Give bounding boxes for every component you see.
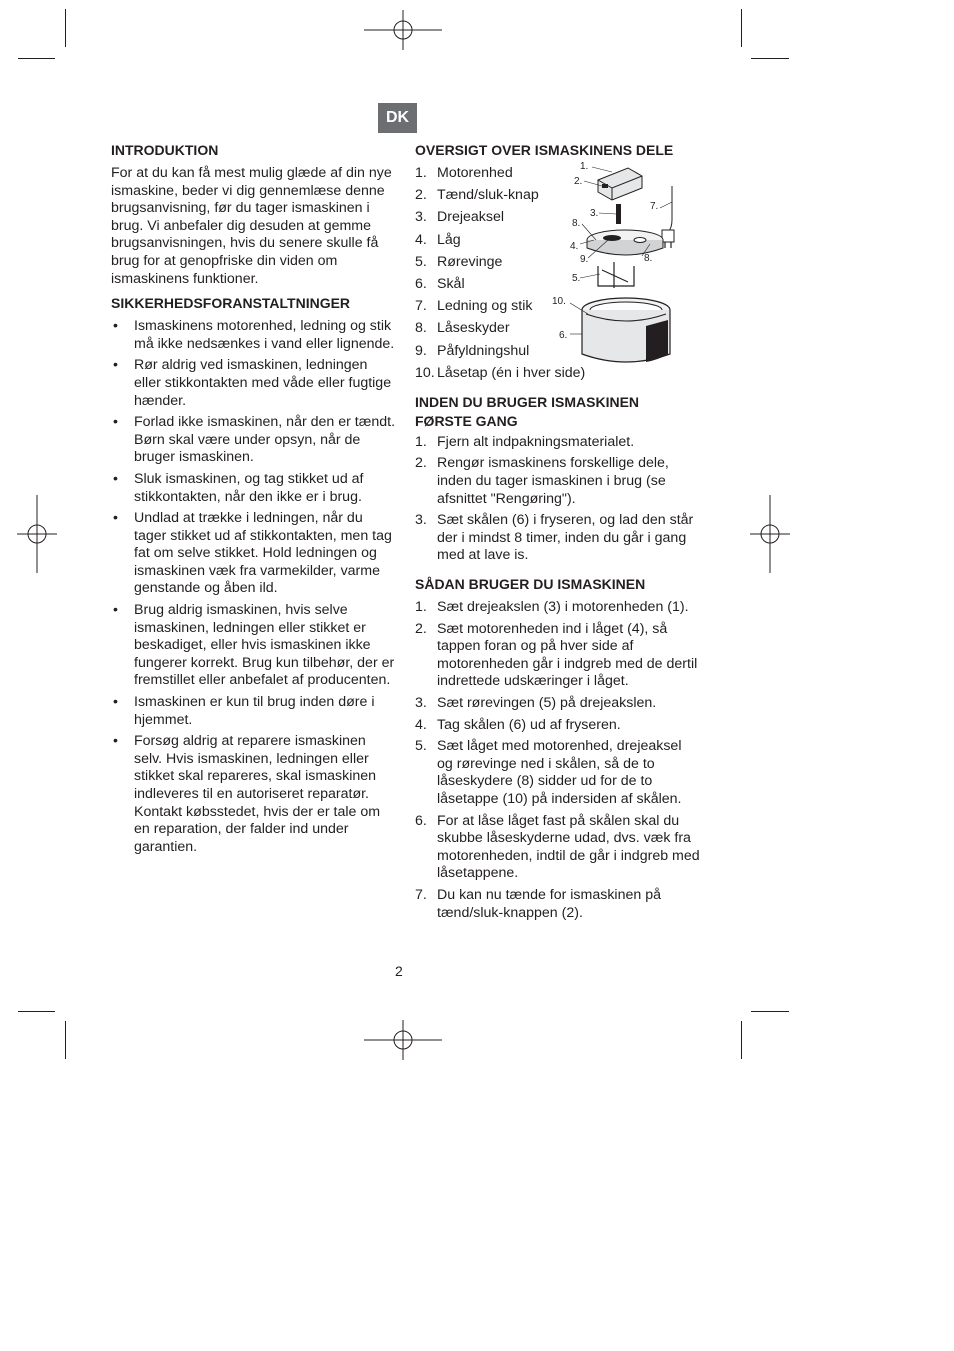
- diagram-label: 3.: [590, 208, 599, 219]
- list-item: 2. Tænd/sluk-knap: [415, 187, 539, 204]
- ice-cream-maker-diagram: [550, 158, 690, 373]
- diagram-label: 4.: [570, 241, 579, 252]
- list-item: 10. Låsetap (én i hver side): [415, 364, 586, 381]
- list-item: • Brug aldrig ismaskinen, hvis selve ismaskinen, ledningen eller stikket er beskadiget, eller hvis ismaskinen ikke fungerer korrekt. Brug kun tilbehør, der er fremstillet eller anbefalet af producenten.: [113, 602, 395, 689]
- list-item: • Sluk ismaskinen, og tag stikket ud af stikkontakten, når den ikke er i brug.: [113, 470, 364, 505]
- list-item: • Ismaskinens motorenhed, ledning og stik må ikke nedsænkes i vand eller lignende.: [113, 318, 395, 352]
- list-item: 4. Låg: [415, 231, 461, 248]
- crop-mark: [18, 58, 55, 59]
- list-item: 8. Låseskyder: [415, 320, 510, 337]
- list-item: • Ismaskinen er kun til brug inden døre i hjemmet.: [113, 694, 375, 728]
- list-item: 7. Ledning og stik: [415, 298, 533, 315]
- list-item: 5. Sæt låget med motorenhed, drejeaksel og rørevinge ned i skålen, så de to låseskydere (8) sidder ud for de to låsetappe (10) på indersiden af skålen.: [415, 738, 682, 807]
- crop-mark: [751, 1011, 789, 1012]
- diagram-label: 10.: [552, 296, 566, 307]
- diagram-label: 9.: [580, 254, 589, 265]
- list-item: 2. Rengør ismaskinens forskellige dele, inden du tager ismaskinen i brug (se afsnittet "Rengøring").: [415, 455, 669, 507]
- diagram-label: 7.: [650, 201, 659, 212]
- crop-mark: [741, 1021, 742, 1059]
- list-item: 6. Skål: [415, 275, 465, 292]
- registration-mark-top: [364, 10, 442, 50]
- first-use-list: [415, 434, 700, 565]
- first-use-heading: INDEN DU BRUGER ISMASKINEN FØRSTE GANG: [415, 393, 640, 429]
- list-item: • Forlad ikke ismaskinen, når den er tændt. Børn skal være under opsyn, når de bruger ismaskinen.: [113, 414, 396, 466]
- diagram-label: 8.: [572, 218, 581, 229]
- list-item: 1. Motorenhed: [415, 165, 513, 181]
- crop-mark: [65, 1021, 66, 1059]
- list-item: • Undlad at trække i ledningen, når du tager stikket ud af stikkontakten, men tag fat om selve stikket. Hold ledningen og ismaskinen væk fra varmekilder, varme genstande og åben ild.: [113, 510, 392, 597]
- crop-mark: [751, 58, 789, 59]
- intro-paragraph: For at du kan få mest mulig glæde af din nye ismaskine, beder vi dig gennemlæse denne brugsanvisning, før du tager ismaskinen i brug. Vi anbefaler dig desuden at gemme brugsanvisningen, hvis du senere skulle få brug for at genopfriske din viden om ismaskinens funktioner.: [111, 165, 392, 287]
- list-item: 1. Sæt drejeakslen (3) i motorenheden (1).: [415, 599, 689, 616]
- list-item: 3. Sæt rørevingen (5) på drejeakslen.: [415, 695, 657, 711]
- safety-heading: SIKKERHEDSFORANSTALTNINGER: [111, 295, 351, 312]
- crop-mark: [18, 1011, 55, 1012]
- diagram-label: 1.: [580, 161, 589, 172]
- safety-list: [111, 318, 396, 856]
- page-number: 2: [395, 963, 403, 979]
- list-item: 3. Sæt skålen (6) i fryseren, og lad den står der i mindst 8 timer, inden du går i gang med at lave is.: [415, 512, 694, 564]
- usage-heading: SÅDAN BRUGER DU ISMASKINEN: [415, 576, 646, 593]
- usage-list: [415, 599, 700, 922]
- diagram-label: 8.: [644, 253, 653, 264]
- diagram-label: 5.: [572, 273, 581, 284]
- list-item: 5. Rørevinge: [415, 253, 503, 270]
- list-item: 4. Tag skålen (6) ud af fryseren.: [415, 716, 621, 733]
- list-item: 7. Du kan nu tænde for ismaskinen på tænd/sluk-knappen (2).: [415, 886, 661, 921]
- left-column: [111, 141, 396, 860]
- list-item: 3. Drejeaksel: [415, 209, 505, 226]
- registration-mark-left: [17, 495, 57, 573]
- diagram-label: 2.: [574, 176, 583, 187]
- intro-heading: INTRODUKTION: [111, 142, 219, 158]
- list-item: 1. Fjern alt indpakningsmaterialet.: [415, 433, 635, 450]
- diagram-label: 6.: [559, 330, 568, 341]
- parts-heading: OVERSIGT OVER ISMASKINENS DELE: [415, 142, 674, 158]
- list-item: • Rør aldrig ved ismaskinen, ledningen eller stikkontakten med våde eller fugtige hænder.: [113, 357, 392, 409]
- list-item: 2. Sæt motorenheden ind i låget (4), så tappen foran og på hver side af motorenheden går i indgreb med de dertil indrettede udskæringer i låget.: [415, 620, 698, 690]
- registration-mark-right: [750, 495, 790, 573]
- list-item: 9. Påfyldningshul: [415, 342, 530, 359]
- language-badge: DK: [378, 103, 417, 133]
- crop-mark: [65, 9, 66, 47]
- list-item: 6. For at låse låget fast på skålen skal du skubbe låseskyderne udad, dvs. væk fra motorenheden, indtil de går i indgreb med låsetappene.: [415, 812, 700, 882]
- crop-mark: [741, 9, 742, 47]
- registration-mark-bottom: [364, 1020, 442, 1060]
- list-item: • Forsøg aldrig at reparere ismaskinen selv. Hvis ismaskinen, ledningen eller stikket skal repareres, skal ismaskinen indleveres til en autoriseret reparatør. Kontakt købsstedet, hvis der er tale om en reparation, der falder ind under garantien.: [113, 733, 381, 855]
